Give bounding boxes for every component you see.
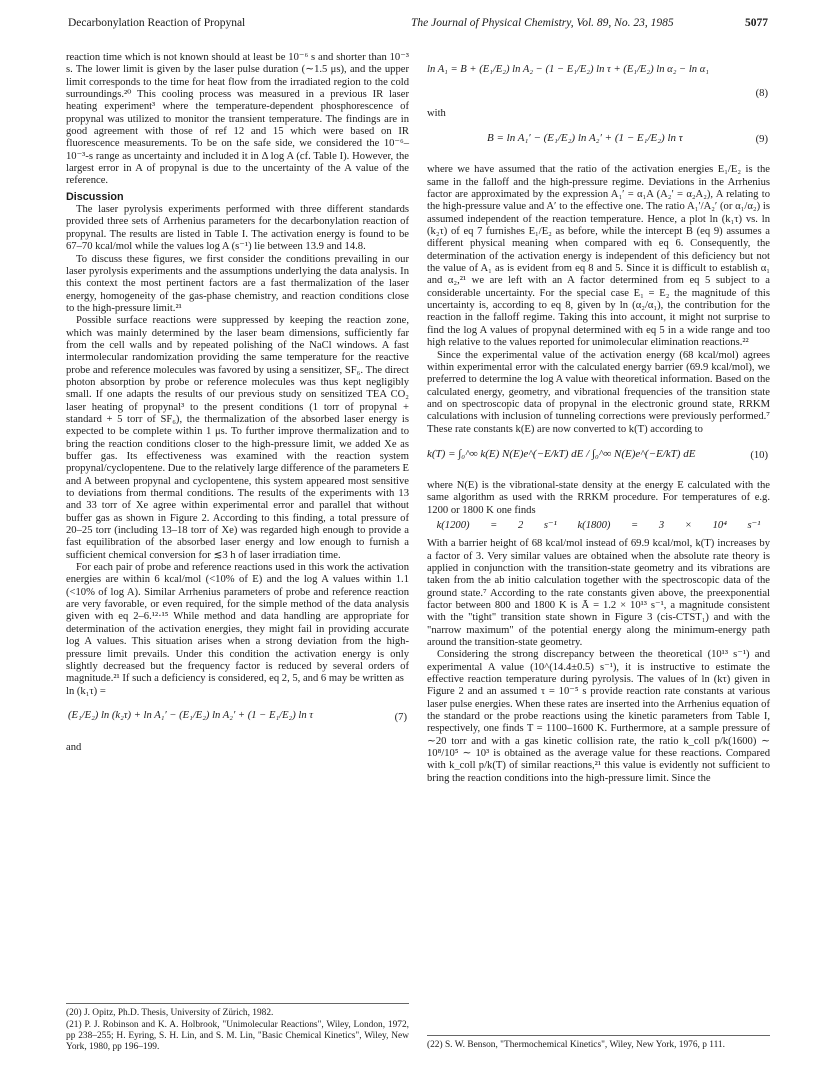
equation-body: k(T) = ∫₀^∞ k(E) N(E)e^(−E/kT) dE / ∫₀^∞ N(E)e^(−E/kT) dE bbox=[427, 447, 696, 460]
page-header bbox=[68, 17, 768, 33]
footnotes-left bbox=[66, 1003, 409, 1054]
paragraph: The laser pyrolysis experiments performed with three different standards provided three sets of Arrhenius parameters for the decarbonylation reaction of propynal. The results are listed in Table I. The activation energy is found to be 67–70 kcal/mol while the values log A (s⁻¹) lie between 13.9 and 14.8. bbox=[66, 204, 409, 253]
equation-body: ln A₁ = B + (E₁/E₂) ln A₂ − (1 − E₁/E₂) ln τ + (E₁/E₂) ln α₂ − ln α₁ bbox=[427, 64, 709, 75]
paragraph: For each pair of probe and reference reactions used in this work the activation energies are within 6 kcal/mol (<10% of E) and the log A values within 1.1 (<10% of log A). Similar Arrhenius parameters of probe and reference reaction are very favorable, or even required, for the simple method of the data analysis given with eq 2–6.¹²·¹⁵ While method and data handling are appropriate for determination of the activation energies, they might fail in providing accurate log A values. This situation arises when a strong deviation from the high-pressure limit prevails. Under this condition the activation energy is only slightly decreased but the frequency factor is reduced by several orders of magnitude.²¹ If such a deficiency is considered, eq 2, 5, and 6 may be written as bbox=[66, 562, 409, 685]
rate-1800: k(1800) = 3 × 10⁴ s⁻¹ bbox=[577, 519, 761, 531]
equation-number: (10) bbox=[750, 449, 768, 461]
rate-constants bbox=[427, 520, 770, 532]
equation-10 bbox=[427, 440, 770, 476]
paragraph: Since the experimental value of the activation energy (68 kcal/mol) agrees within experimental error with the calculated energy barrier (69.9 kcal/mol), we preferred to determine the log A value with theoretical information. Based on the calculated energy, geometry, and vibrational frequencies of the transition state and on spectroscopic data of propynal in the electronic ground state, RRKM calculations with inclusion of tunneling corrections were previously performed.⁷ These rate constants k(E) are now converted to k(T) according to bbox=[427, 349, 770, 435]
paragraph: and bbox=[66, 741, 82, 753]
paragraph: Considering the strong discrepancy between the theoretical (10¹³ s⁻¹) and experimental A value (10^(14.4±0.5) s⁻¹), it is instructive to estimate the effective reaction temperature during pyrolysis. The values of ln (kτ) given in Figure 2 and an assumed τ = 10⁻⁵ s provide reaction rate constants at various laser pulse energies. When these rates are inserted into the Arrhenius equation of the standard or the probe reactions using the kinetic parameters from Table I, respectively, one finds T = 1100–1600 K. Furthermore, at a sample pressure of ∼20 torr and with a gas kinetic collision rate, the ratio k_coll p/k(1600) ∼ 10⁸/10⁵ ∼ 10³ is obtained as the average value for these reactions. Compared with k_coll p/k(T) of similar reactions,²¹ this value is evidently not sufficient to bring the reaction conditions into the high-pressure limit. Since the bbox=[427, 649, 770, 784]
footnote: (20) J. Opitz, Ph.D. Thesis, University of Zürich, 1982. bbox=[66, 1008, 274, 1018]
paragraph: where we have assumed that the ratio of the activation energies E₁/E₂ is the same in the falloff and the high-pressure regime. Deviations in the Arrhenius factor are approximated by the expression A₁′ = α₁A (A₂′ = α₂A₂), A relating to the high-pressure value and A′ to the effective one. The ratio A₁′/A₂′ (or α₁/α₂) is assumed independent of the reaction temperature. Hence, a plot ln (k₁τ) vs. ln (k₂τ) of eq 7 furnishes E₁/E₂ as before, while the intercept B (eq 9) assumes a different physical meaning when compared with eq 6. Consequently, the determination of the activation energy is independent of this deficiency but not the value of A₁ as is evident from eq 8 and 5. Since it is difficult to establish α₁ and α₂,²¹ we are left with an A factor determined from eq 5 subject to a considerable uncertainty. For the special case E₁ = E₂ the magnitude of this uncertainty is, according to eq 8, given by ln (α₂/α₁), the contribution for the reaction in the falloff regime. Taking this into account, it might not surprise to find the log A values of propynal determined with eq 5 in a wide range and too high relative to the values reported for unimolecular elimination reactions.²² bbox=[427, 164, 770, 349]
paragraph: with bbox=[427, 108, 446, 119]
right-column bbox=[427, 52, 770, 785]
paragraph: To discuss these figures, we first consider the conditions prevailing in our laser pyrolysis experiments and the assumptions underlying the data analysis. In this context the most pertinent factors are a fast thermalization of the laser energy, homogeneity of the gas-phase chemistry, and reaction conditions close to the high-pressure limit.²¹ bbox=[66, 253, 409, 314]
paragraph: With a barrier height of 68 kcal/mol instead of 69.9 kcal/mol, k(T) increases by a factor of 3. Very similar values are obtained when the absolute rate theory is applied in conjunction with the transition-state geometry and its vibrations are taken from the ab initio calculation together with the spectroscopic data of the ground state.⁷ According to the rate constants given above, the preexponential factor between 800 and 1800 K is Ā = 1.2 × 10¹³ s⁻¹, a magnitude consistent with the "tight" transition state shown in Figure 3 (cis-CTST₁) and with the "narrow maximum" of the potential energy along the minimum-energy path around the transition-state geometry. bbox=[427, 538, 770, 649]
equation-number: (7) bbox=[394, 711, 407, 723]
running-title: Decarbonylation Reaction of Propynal bbox=[68, 17, 246, 29]
paragraph: reaction time which is not known should at least be 10⁻⁶ s and shorter than 10⁻³ s. The lower limit is given by the laser pulse duration (∼1.5 μs), and the upper limit corresponds to the time for heat flow from the irradiated region to the cold surroundings.²⁰ This cooling process was measured in a previous IR laser heating experiment³ where the temperature-dependent phosphorescence of propynal was utilized to monitor the transient temperature. The findings are in good agreement with those of ref 12 and 15 which were based on IR fluorescence measurements. To be on the safe side, we considered the 10⁻⁶–10⁻³-s range as uncertainty and included it in Δ log A (cf. Table I). However, the largest error in A of propynal is due to the uncertainty of the A value of the reference. bbox=[66, 52, 409, 187]
paragraph: Possible surface reactions were suppressed by keeping the reaction zone, which was mainly determined by the laser beam dimensions, sufficiently far from the cell walls and by repeated polishing of the NaCl windows. A fast intermolecular randomization providing the same temperature for the reactive probe and reference molecules was favored by using a sensitizer, SF₆. The direct photon absorption by probe or reference molecules was thus kept negligibly small. If one adapts the results of our previous study on sensitized TEA CO₂ laser heating of propynal³ to the present conditions (1 torr of propynal + standard + 5 torr of SF₆), the thermalization of the absorbed laser energy is expected to be complete within 1 μs. To further improve thermalization and to bring the reaction conditions closer to the high-pressure limit, we added Xe as buffer gas. Its effectiveness was examined with the reaction system propynal/cyclopentene. Due to the relatively large difference of the parameters E and A between propynal and cyclopentene, this system appeared most sensitive to deviations from thermal conditions. The results of the experiments with 13 and 33 torr of Xe agree within experimental error and parallel that without buffer gas as shown in Figure 2. According to this finding, a total pressure of 20–25 torr (including 13–18 torr of Xe) was regarded high enough to provide a fast equilibration of the absorbed laser energy and low enough to furnish a sufficient chemical conversion for ≲3 h of laser irradiation time. bbox=[66, 315, 409, 561]
equation-body: B = ln A₁′ − (E₁/E₂) ln A₂′ + (1 − E₁/E₂) ln τ bbox=[487, 132, 683, 145]
equation-lhs: ln (k₁τ) = bbox=[66, 685, 106, 697]
equation-7 bbox=[66, 702, 409, 738]
equation-9 bbox=[427, 124, 770, 160]
journal-citation: The Journal of Physical Chemistry, Vol. 89, No. 23, 1985 bbox=[411, 17, 674, 29]
equation-8 bbox=[427, 56, 770, 104]
equation-body: (E₁/E₂) ln (k₂τ) + ln A₁′ − (E₁/E₂) ln A₂′ + (1 − E₁/E₂) ln τ bbox=[68, 709, 314, 721]
left-column bbox=[66, 52, 409, 754]
equation-number: (9) bbox=[755, 134, 768, 146]
page-number: 5077 bbox=[745, 17, 768, 29]
footnote: (21) P. J. Robinson and K. A. Holbrook, "Unimolecular Reactions", Wiley, London, 1972, pp 238–255; H. Eyring, S. H. Lin, and S. M. Lin, "Basic Chemical Kinetics", Wiley, New York, 1980, pp 196–199. bbox=[66, 1020, 409, 1052]
section-heading: Discussion bbox=[66, 190, 124, 203]
rate-1200: k(1200) = 2 s⁻¹ bbox=[436, 519, 557, 531]
footnote: (22) S. W. Benson, "Thermochemical Kinetics", Wiley, New York, 1976, p 111. bbox=[427, 1040, 725, 1050]
footnotes-right bbox=[427, 1035, 770, 1052]
paragraph: where N(E) is the vibrational-state density at the energy E calculated with the same algorithm as used with the RRKM procedure. For temperatures of e.g. 1200 or 1800 K one finds bbox=[427, 479, 770, 516]
equation-number: (8) bbox=[755, 88, 768, 99]
